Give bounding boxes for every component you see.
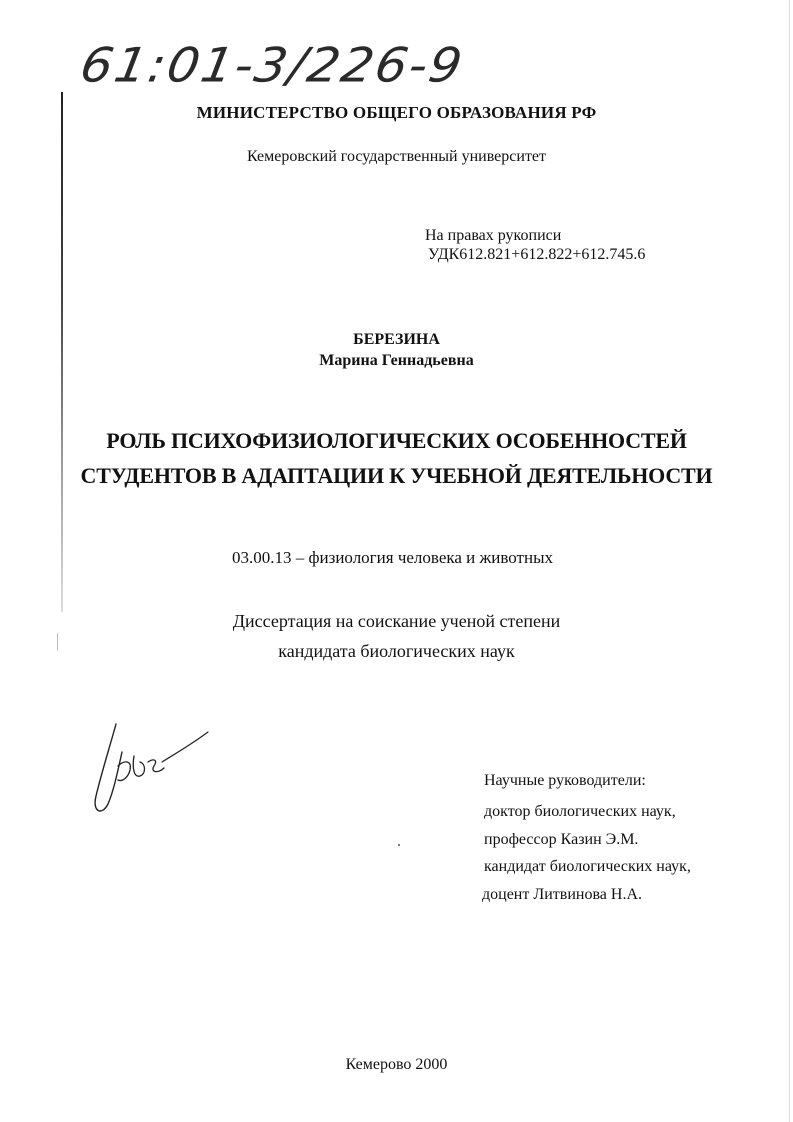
scan-edge: [789, 0, 790, 1122]
ministry-heading: МИНИСТЕРСТВО ОБЩЕГО ОБРАЗОВАНИЯ РФ: [196, 103, 597, 122]
handwritten-signature: [88, 716, 218, 826]
specialty-code: 03.00.13 – физиология человека и животных: [232, 548, 553, 567]
manuscript-rights-label: На правах рукописи: [425, 227, 562, 244]
city-year: Кемерово 2000: [345, 1056, 448, 1073]
scan-speck: [57, 633, 58, 651]
supervisor-line: доктор биологических наук,: [484, 803, 676, 820]
supervisor-line: профессор Казин Э.М.: [484, 831, 639, 848]
author-name: Марина Геннадьевна: [319, 352, 474, 369]
supervisors-heading: Научные руководители:: [484, 772, 646, 789]
university-name: Кемеровский государственный университет: [246, 148, 547, 165]
handwritten-inventory-number: 61:01-3/226-9: [76, 38, 469, 94]
dissertation-degree-line-1: Диссертация на соискание ученой степени: [232, 611, 561, 631]
author-surname: БЕРЕЗИНА: [353, 331, 440, 348]
dissertation-degree-line-2: кандидата биологических наук: [278, 641, 515, 661]
udk-code: УДК612.821+612.822+612.745.6: [428, 246, 646, 263]
supervisor-line: доцент Литвинова Н.А.: [482, 886, 642, 903]
thesis-title-line-2: СТУДЕНТОВ В АДАПТАЦИИ К УЧЕБНОЙ ДЕЯТЕЛЬНОСТИ: [80, 463, 713, 488]
thesis-title-line-1: РОЛЬ ПСИХОФИЗИОЛОГИЧЕСКИХ ОСОБЕННОСТЕЙ: [106, 428, 687, 453]
scan-speck: [398, 844, 400, 846]
supervisor-line: кандидат биологических наук,: [484, 858, 691, 875]
